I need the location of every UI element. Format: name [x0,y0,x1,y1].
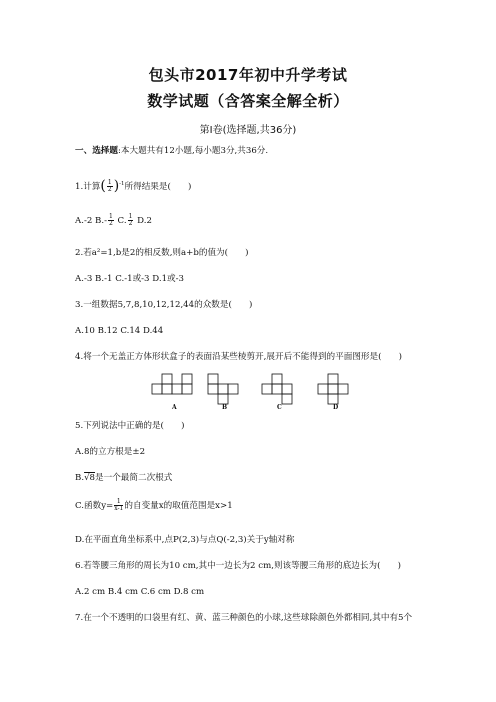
question-5-stem: 5.下列说法中正确的是( ) [75,421,185,431]
question-2-stem: 2.若a²=1,b是2的相反数,则a+b的值为( ) [75,248,249,258]
question-3-stem: 3.一组数据5,7,8,10,12,12,44的众数是( ) [75,300,253,310]
q5-b-radical: √8 [84,473,96,483]
q5-c-text: 的自变量x的取值范围是x>1 [124,501,233,511]
q1-stem-suffix: 所得结果是( ) [124,181,192,192]
q5-c-den: x-1 [114,505,124,512]
question-5-option-d: D.在平面直角坐标系中,点P(2,3)与点Q(-2,3)关于y轴对称 [75,535,295,545]
q1-option-c-label: C. [114,216,127,226]
q1-option-d: D.2 [134,216,152,226]
question-5-option-b [75,473,172,484]
exam-title: 包头市2017年初中升学考试 [148,66,348,84]
net-figure-c [260,373,300,405]
q4-net-figures [150,373,370,415]
q1-frac-num: 1 [107,178,112,186]
net-figure-b [206,373,246,405]
exam-subtitle: 数学试题（含答案全解全析） [147,92,349,110]
q1-fraction [107,180,113,193]
question-5-option-a: A.8的立方根是±2 [75,447,146,457]
question-6-stem: 6.若等腰三角形的周长为10 cm,其中一边长为2 cm,则该等腰三角形的底边长为( ) [75,561,401,571]
net-label-c: C [277,404,282,411]
q5-c-label: C.函数y= [75,501,114,511]
question-7-stem: 7.在一个不透明的口袋里有红、黄、蓝三种颜色的小球,这些球除颜色外都相同,其中有5个 [75,613,413,623]
q1-right-paren: ) [113,177,120,194]
question-4-stem: 4.将一个无盖正方体形状盒子的表面沿某些棱剪开,展开后不能得到的平面图形是( ) [75,352,403,362]
q1-option-b-frac [108,214,114,227]
section-intro-label: 一、选择题 [75,146,118,156]
q1-b-den: 2 [109,220,113,227]
section-intro-text: :本大题共有12小题,每小题3分,共36分. [117,146,269,156]
question-5-option-c [75,499,233,512]
q1-stem-prefix: 1.计算 [75,181,101,192]
question-2-options: A.-3 B.-1 C.-1或-3 D.1或-3 [75,274,185,284]
q1-left-paren: ( [100,177,106,194]
q5-c-num: 1 [114,499,123,506]
q1-b-num: 1 [109,213,113,220]
q1-frac-den: 2 [107,185,112,193]
q5-b-label: B. [75,473,85,483]
question-1-stem [75,179,191,193]
q5-c-fraction [114,499,123,512]
section-heading: 第Ⅰ卷(选择题,共36分) [199,125,297,136]
question-6-options: A.2 cm B.4 cm C.6 cm D.8 cm [75,587,205,597]
net-figure-a [150,373,198,405]
question-3-options: A.10 B.12 C.14 D.44 [75,326,164,336]
q5-b-text: 是一个最简二次根式 [95,473,173,483]
q1-exponent: -1 [119,181,125,187]
q1-c-num: 1 [128,213,133,220]
q1-options-ab: A.-2 B.- [75,216,107,226]
net-label-a: A [172,404,177,411]
q1-c-den: 2 [128,220,133,227]
question-1-options [75,214,152,227]
net-label-d: D [333,404,339,411]
q1-option-c-frac [128,214,134,227]
section-intro [75,146,268,157]
net-figure-d [316,373,356,405]
net-label-b: B [222,404,228,411]
